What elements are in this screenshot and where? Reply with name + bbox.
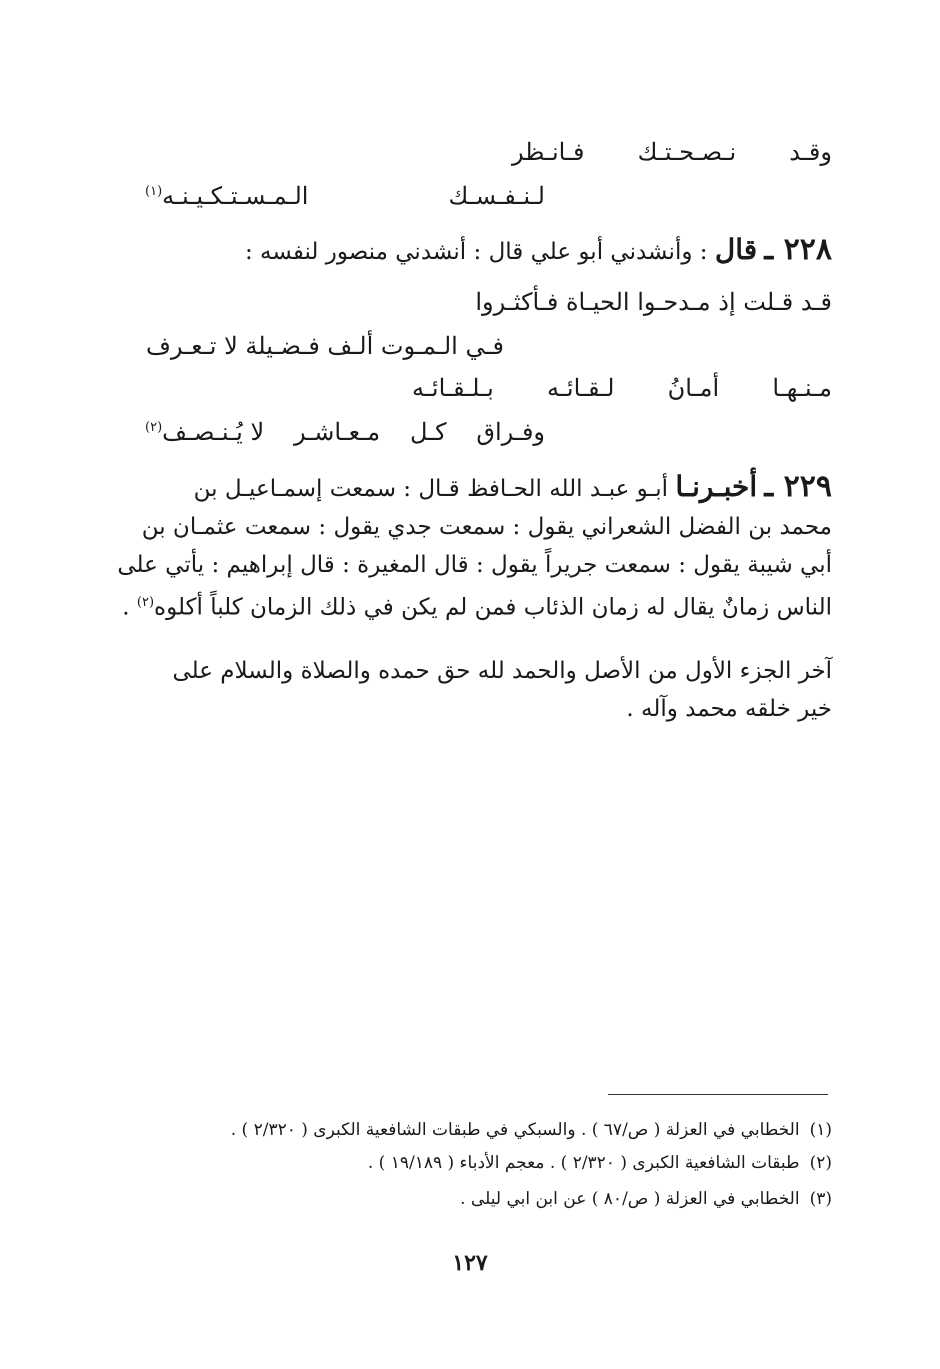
poem1-line1 xyxy=(512,138,832,166)
entry-228-text: : وأنشدني أبو علي قال : أنشدني منصور لنفسه : xyxy=(244,239,708,265)
entry-228 xyxy=(245,232,832,267)
poem1-line1-word3: فـانـظر xyxy=(512,138,585,166)
footnote-3 xyxy=(460,1189,832,1209)
entry-228-keyword: قال xyxy=(714,233,758,266)
entry-229-line4 xyxy=(122,584,832,627)
footnote-3-number: (٣) xyxy=(809,1189,832,1209)
entry-229-line3: أبي شيبة يقول : سمعت جريراً يقول : قال المغيرة : قال إبراهيم : يأتي على xyxy=(117,552,832,578)
poem2-line4-word2: كـل xyxy=(409,418,447,446)
entry-229-line2: محمد بن الفضل الشعراني يقول : سمعت جدي يقول : سمعت عثمـان بن xyxy=(141,514,832,540)
entry-229-line4-text: الناس زمانٌ يقال له زمان الذئاب فمن لم يكن في ذلك الزمان كلباً أكلوه xyxy=(154,594,832,621)
entry-228-number: ٢٢٨ ـ xyxy=(764,232,832,267)
poem2-line3-word1: مـنـهـا xyxy=(772,374,832,402)
footnote-2-text: طبقات الشافعية الكبرى ( ٢/٣٢٠ ) . معجم الأدباء ( ١٩/١٨٩ ) . xyxy=(367,1153,800,1173)
closing-line2: خير خلقه محمد وآله . xyxy=(626,696,832,722)
poem2-line4-word1: وفـراق xyxy=(476,418,545,446)
page-number: ١٢٧ xyxy=(452,1250,488,1276)
entry-229-line1 xyxy=(142,468,832,508)
poem1-line2-word1: لـنـفـسـك xyxy=(448,182,545,210)
footnote-2 xyxy=(368,1153,832,1173)
poem2-line2 xyxy=(146,332,504,360)
footnote-separator xyxy=(608,1094,828,1095)
footnote-1-text: الخطابي في العزلة ( ص/٦٧ ) . والسبكي في طبقات الشافعية الكبرى ( ٢/٣٢٠ ) . xyxy=(230,1120,800,1140)
footnote-1-number: (١) xyxy=(809,1120,832,1140)
poem1-line2-word2-text: الـمـسـتـكـيـنـه xyxy=(162,182,309,210)
poem2-line3-word4: بـلـقـائـه xyxy=(412,374,494,402)
poem2-line3-word2: أمـانُ xyxy=(667,374,720,402)
poem1-line1-word1: وقـد xyxy=(789,138,832,166)
poem2-line4 xyxy=(145,418,545,446)
footnote-ref-1: (١) xyxy=(145,184,163,199)
poem2-line4-word3: مـعـاشـر xyxy=(293,418,381,446)
poem1-line2-word2 xyxy=(145,182,308,210)
poem1-line2 xyxy=(145,182,545,210)
poem2-line4-word4-text: لا يُـنـصـف xyxy=(162,418,265,446)
entry-229-end: . xyxy=(122,594,137,621)
poem2-line4-word4 xyxy=(145,418,264,446)
footnote-1 xyxy=(231,1120,832,1140)
closing-line1: آخر الجزء الأول من الأصل والحمد لله حق حمده والصلاة والسلام على xyxy=(172,658,832,684)
poem1-line1-word2: نـصـحـتـك xyxy=(637,138,737,166)
poem2-line3 xyxy=(412,374,832,402)
poem2-line1-text: قـد قـلت إذ مـدحـوا الحيـاة فـأكثـروا xyxy=(475,288,832,316)
footnote-ref-2: (٢) xyxy=(145,420,163,435)
footnote-3-text: الخطابي في العزلة ( ص/٨٠ ) عن ابن ابي ليلى . xyxy=(460,1189,800,1209)
poem2-line3-word3: لـقـائـه xyxy=(547,374,615,402)
footnote-2-number: (٢) xyxy=(809,1153,832,1173)
poem2-line1 xyxy=(475,288,832,316)
entry-229-number: ٢٢٩ ـ xyxy=(764,469,832,504)
entry-229-line1-text: أبـو عبـد الله الحـافظ قـال : سمعت إسمـاعيـل بن xyxy=(193,476,669,502)
footnote-ref-2b: (٢) xyxy=(136,595,155,610)
poem2-line2-text: فـي الـمـوت ألـف فـضـيلة لا تـعـرف xyxy=(146,332,504,360)
entry-229-keyword: أخبـرنـا xyxy=(675,470,758,503)
closing-colophon xyxy=(142,652,832,728)
entry-229 xyxy=(117,468,832,627)
